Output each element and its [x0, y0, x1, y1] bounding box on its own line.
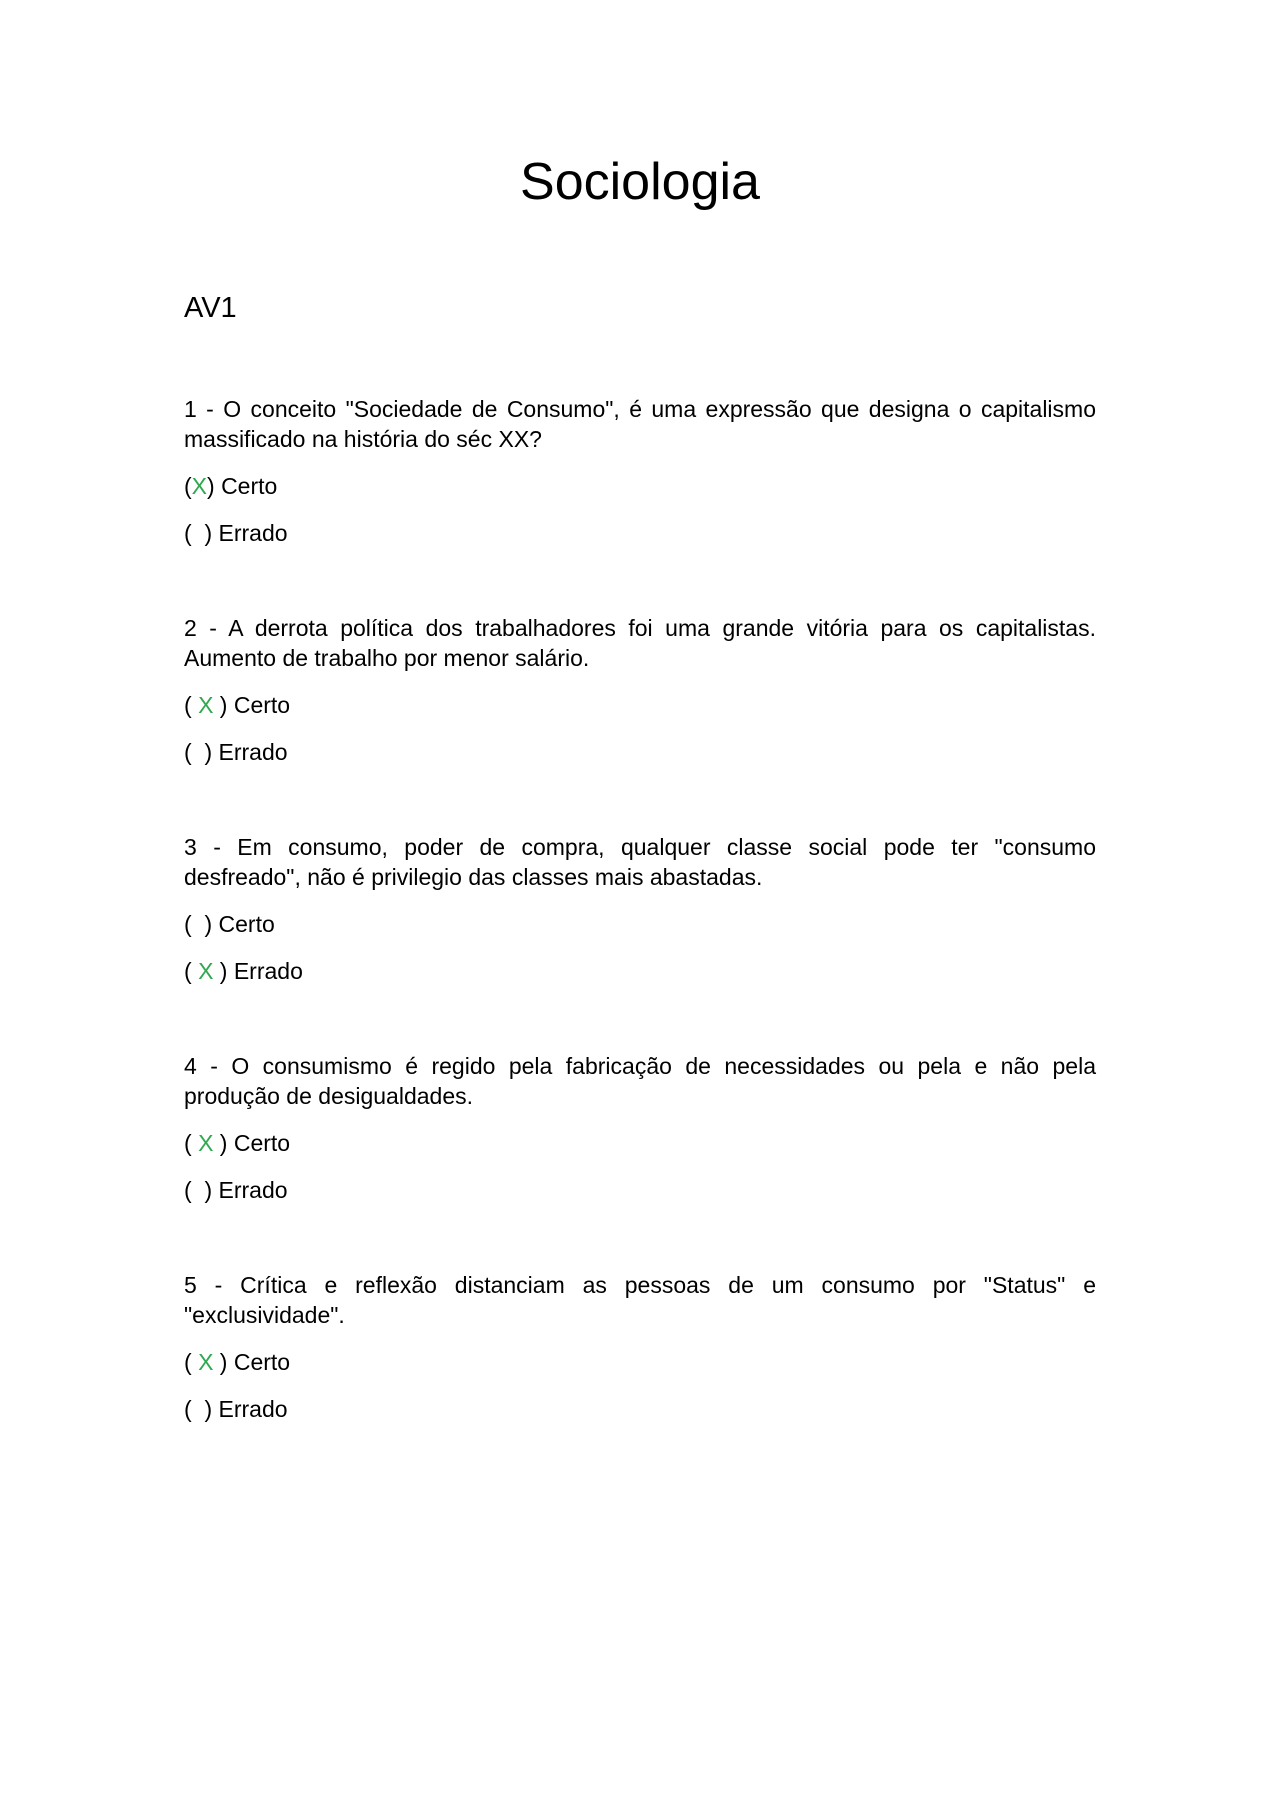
question-5 [184, 1270, 1096, 1424]
answer-mark: X [198, 692, 214, 718]
option-label: ) Certo [204, 911, 275, 937]
option-errado [184, 1175, 1096, 1205]
answer-mark [192, 739, 205, 765]
question-4 [184, 1051, 1096, 1205]
option-errado [184, 956, 1096, 986]
option-certo [184, 1347, 1096, 1377]
option-open: ( [184, 692, 199, 718]
page-subtitle: AV1 [184, 292, 237, 324]
option-certo [184, 909, 1096, 939]
option-label: ) Certo [213, 1349, 291, 1375]
answer-mark: X [198, 1349, 214, 1375]
question-1 [184, 394, 1096, 548]
option-errado [184, 1394, 1096, 1424]
option-open: ( [184, 1396, 192, 1422]
option-label: ) Errado [204, 1396, 288, 1422]
question-text: 1 - O conceito "Sociedade de Consumo", é uma expressão que designa o capitalismo massificado na história do séc XX? [184, 396, 1096, 452]
option-open: ( [184, 911, 192, 937]
answer-mark [192, 520, 205, 546]
option-label: ) Certo [213, 692, 291, 718]
question-text: 4 - O consumismo é regido pela fabricação de necessidades ou pela e não pela produção de desigualdades. [184, 1053, 1096, 1109]
option-label: ) Errado [204, 520, 288, 546]
question-text: 3 - Em consumo, poder de compra, qualquer classe social pode ter "consumo desfreado", não é privilegio das classes mais abastadas. [184, 834, 1096, 890]
question-2 [184, 613, 1096, 767]
answer-mark: X [198, 1130, 214, 1156]
answer-mark: X [191, 473, 208, 499]
option-certo [184, 1128, 1096, 1158]
answer-mark: X [198, 958, 214, 984]
option-open: ( [184, 1177, 192, 1203]
option-open: ( [184, 958, 199, 984]
option-label: ) Errado [213, 958, 303, 984]
option-open: ( [184, 1349, 199, 1375]
option-errado [184, 737, 1096, 767]
option-open: ( [184, 1130, 199, 1156]
option-label: ) Certo [213, 1130, 291, 1156]
question-3 [184, 832, 1096, 986]
answer-mark [192, 911, 205, 937]
option-errado [184, 518, 1096, 548]
question-text: 2 - A derrota política dos trabalhadores foi uma grande vitória para os capitalistas. Aumento de trabalho por menor salário. [184, 615, 1096, 671]
page-title: Sociologia [520, 153, 760, 211]
option-certo [184, 690, 1096, 720]
option-label: ) Errado [204, 739, 288, 765]
option-certo [184, 471, 1096, 501]
option-open: ( [184, 520, 192, 546]
question-text: 5 - Crítica e reflexão distanciam as pessoas de um consumo por "Status" e "exclusividade". [184, 1272, 1096, 1328]
option-open: ( [184, 473, 192, 499]
option-open: ( [184, 739, 192, 765]
option-label: ) Errado [204, 1177, 288, 1203]
answer-mark [192, 1177, 205, 1203]
answer-mark [192, 1396, 205, 1422]
option-label: ) Certo [207, 473, 278, 499]
